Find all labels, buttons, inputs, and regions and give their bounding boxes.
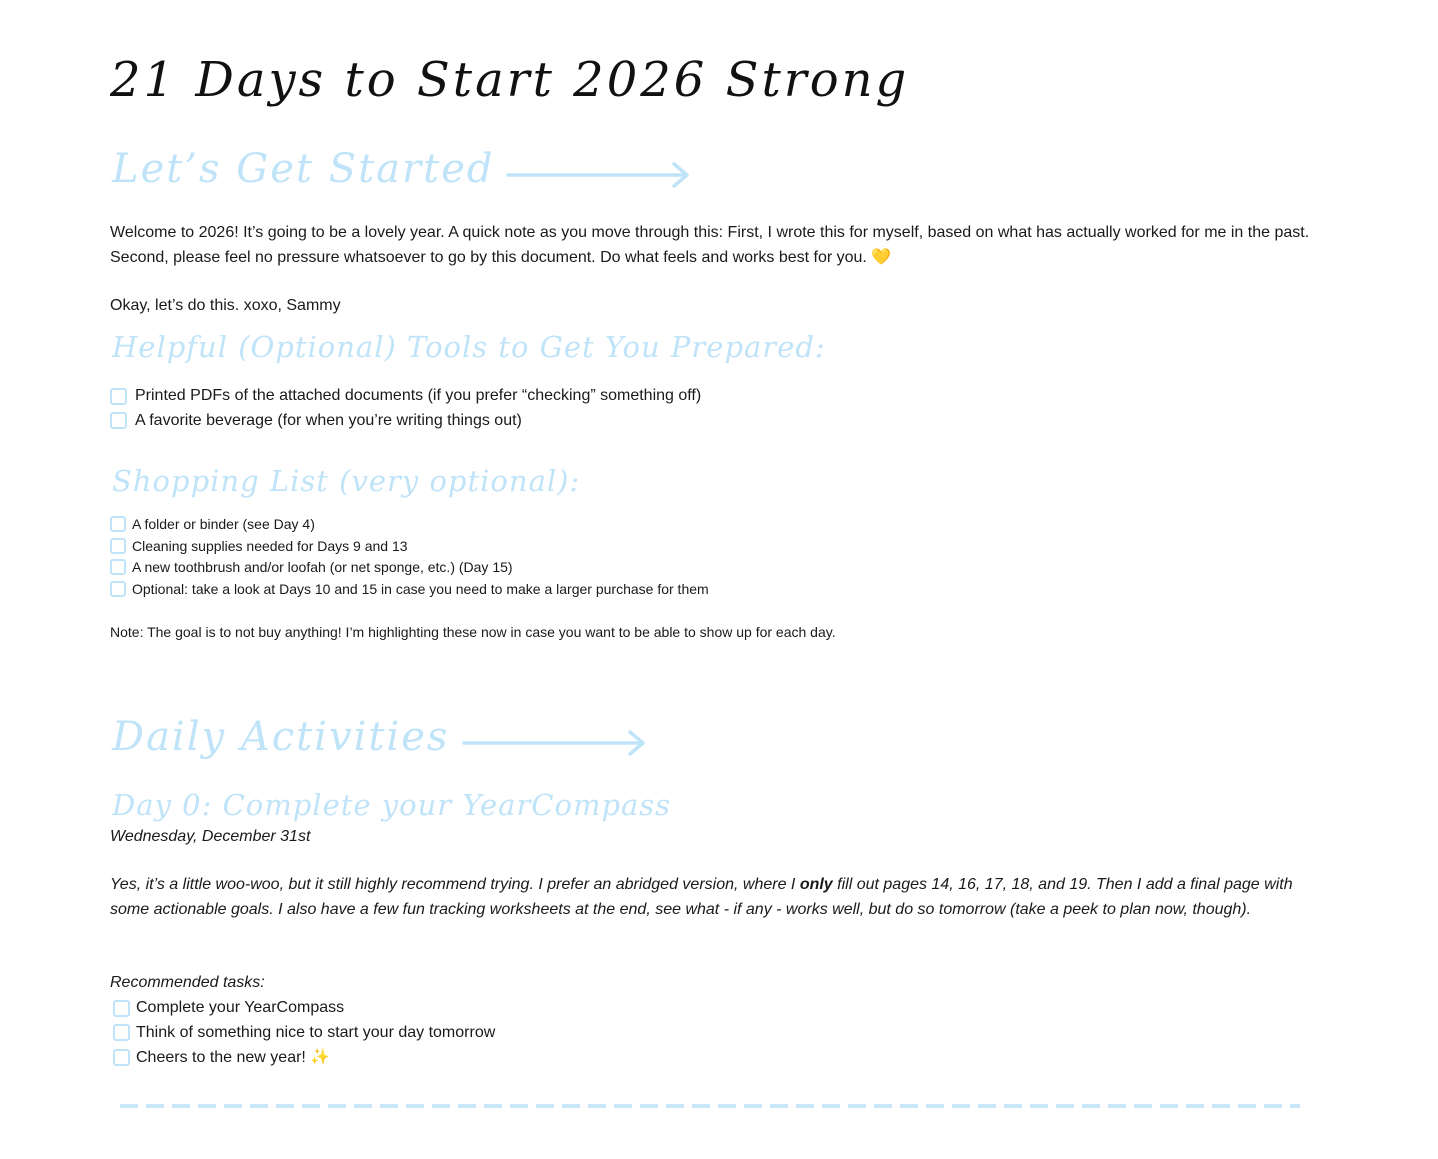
checklist-item <box>110 513 709 535</box>
day-0-description <box>110 873 1330 922</box>
section-heading-shopping-list: Shopping List (very optional): <box>112 464 581 498</box>
day-0-tasks-checklist <box>110 996 495 1070</box>
checklist-item <box>110 535 709 557</box>
checklist-item <box>110 578 709 600</box>
arrow-right-icon <box>506 160 692 190</box>
section-heading-tools: Helpful (Optional) Tools to Get You Prepared: <box>112 330 826 364</box>
signoff-text: Okay, let’s do this. xoxo, Sammy <box>110 297 341 314</box>
section-heading-daily-activities: Daily Activities <box>112 714 450 760</box>
welcome-paragraph: Welcome to 2026! It’s going to be a lovely year. A quick note as you move through this: First, I wrote this for myself, based on what has actually worked for me in the past. Second, please feel no pressure whatsoever to go by this document. Do what feels and works best for you. 💛 <box>110 224 1310 266</box>
checklist-item <box>110 409 701 434</box>
checkbox-icon[interactable] <box>110 412 127 429</box>
checklist-item-label: Cleaning supplies needed for Days 9 and 13 <box>132 537 408 554</box>
document-title: 21 Days to Start 2026 Strong <box>110 52 910 108</box>
checklist-item-label: Optional: take a look at Days 10 and 15 in case you need to make a larger purchase for them <box>132 581 709 598</box>
checklist-item <box>110 996 495 1021</box>
checkbox-icon[interactable] <box>113 1000 130 1017</box>
checklist-item <box>110 557 709 579</box>
checklist-item-label: Complete your YearCompass <box>136 999 345 1017</box>
checklist-item-label: A favorite beverage (for when you’re writing things out) <box>135 411 522 429</box>
day-0-date: Wednesday, December 31st <box>110 828 311 845</box>
checkbox-icon[interactable] <box>113 1024 130 1041</box>
day-0-description-end: fill out pages 14, 16, 17, 18, and 19. Then I add a final page with some actionable goals. I also have a few fun tracking worksheets at the end, see what - if any - works well, but do so tomorrow (take a peek to plan now, though). <box>110 876 1293 918</box>
checklist-item <box>110 384 701 409</box>
checklist-item <box>110 1021 495 1046</box>
day-0-description-emphasis: only <box>799 876 833 893</box>
section-heading-lets-get-started: Let’s Get Started <box>112 146 495 192</box>
shopping-note: Note: The goal is to not buy anything! I’m highlighting these now in case you want to be able to show up for each day. <box>110 624 836 640</box>
checkbox-icon[interactable] <box>110 538 126 554</box>
checkbox-icon[interactable] <box>110 581 126 597</box>
checklist-item-label: A folder or binder (see Day 4) <box>132 515 315 532</box>
day-0-description-start: Yes, it’s a little woo-woo, but it still highly recommend trying. I prefer an abridged version, where I <box>110 876 800 893</box>
checkbox-icon[interactable] <box>110 388 127 405</box>
shopping-checklist <box>110 513 709 600</box>
checkbox-icon[interactable] <box>110 559 126 575</box>
checkbox-icon[interactable] <box>113 1049 130 1066</box>
arrow-right-icon <box>462 728 648 758</box>
tools-checklist <box>110 384 701 433</box>
day-0-heading: Day 0: Complete your YearCompass <box>112 788 672 822</box>
checklist-item-label: Think of something nice to start your day tomorrow <box>136 1023 496 1041</box>
recommended-tasks-label: Recommended tasks: <box>110 974 265 991</box>
checklist-item-label: Printed PDFs of the attached documents (if you prefer “checking” something off) <box>135 387 702 405</box>
checklist-item-label: A new toothbrush and/or loofah (or net sponge, etc.) (Day 15) <box>132 559 513 576</box>
dashed-divider <box>120 1104 1300 1108</box>
checklist-item <box>110 1045 495 1070</box>
checkbox-icon[interactable] <box>110 516 126 532</box>
checklist-item-label: Cheers to the new year! ✨ <box>136 1049 331 1067</box>
